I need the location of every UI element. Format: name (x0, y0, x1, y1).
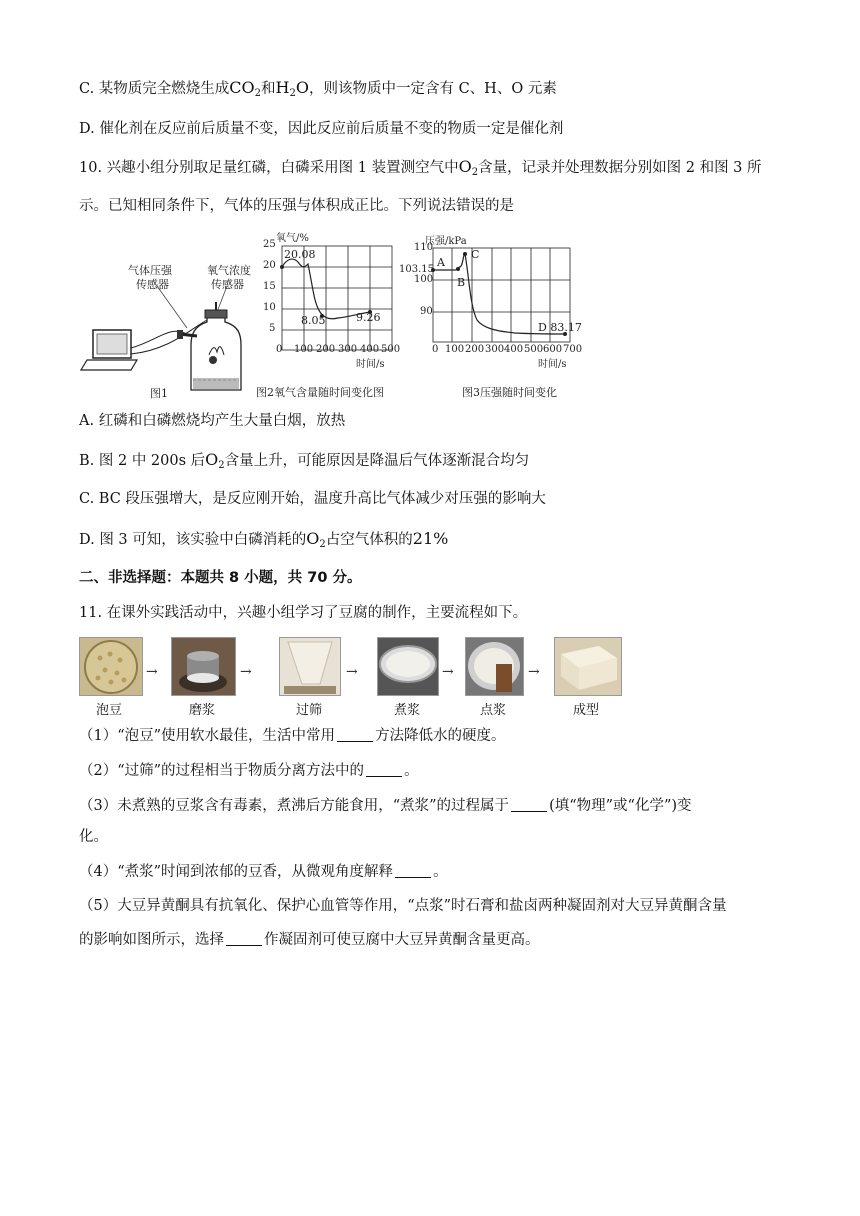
fig2-ytick-5: 5 (269, 323, 276, 334)
filter-photo (279, 637, 341, 696)
fig3-xtick-100: 100 (445, 344, 465, 355)
fig3-ytick-90: 90 (420, 306, 433, 317)
step-label-coagulate: 点浆 (479, 703, 506, 718)
fig3-xtick-200: 200 (465, 344, 485, 355)
fig2-ytick-25: 25 (263, 239, 276, 250)
answer-blank-4[interactable] (395, 863, 431, 878)
fig2-xtick-400: 400 (360, 344, 380, 355)
fig2-xlabel: 时间/s (356, 359, 385, 370)
step-label-soak: 泡豆 (95, 703, 122, 718)
fig1-caption: 图1 (150, 387, 168, 400)
fig3-xlabel: 时间/s (538, 359, 567, 370)
fig2-ylabel: 氧气/% (276, 233, 309, 244)
fig2-xtick-200: 200 (316, 344, 336, 355)
q11-stem: 11. 在课外实践活动中，兴趣小组学习了豆腐的制作，主要流程如下。 (79, 605, 528, 621)
q10-stem-line1: 10. 兴趣小组分别取足量红磷，白磷采用图 1 装置测空气中$O_2$含量，记录并处理数据分别如图 2 和图 3 所 (79, 157, 762, 178)
fig3-caption: 图3压强随时间变化 (462, 386, 557, 399)
q10-stem-line2: 示。已知相同条件下，气体的压强与体积成正比。下列说法错误的是 (79, 198, 514, 214)
fig3-ytick-103-15: 103.15 (399, 264, 434, 275)
fig3-xtick-500: 500 (524, 344, 544, 355)
answer-blank-5[interactable] (226, 931, 262, 946)
fig2-xtick-300: 300 (338, 344, 358, 355)
fig1-label-pressure-2: 传感器 (136, 278, 169, 291)
fig1-label-oxygen-1: 氧气浓度 (207, 264, 251, 277)
q11-part-5-line1: （5）大豆异黄酮具有抗氧化、保护心血管等作用，“点浆”时石膏和盐卤两种凝固剂对大豆异黄酮含量 (79, 898, 727, 914)
fig2-ytick-20: 20 (263, 260, 276, 271)
fig2-xtick-0: 0 (276, 344, 283, 355)
answer-blank-1[interactable] (337, 727, 373, 742)
q11-part-2: （2）“过筛”的过程相当于物质分离方法中的 。 (79, 763, 419, 779)
fig2-label-20-08: 20.08 (284, 248, 316, 261)
fig3-ytick-110: 110 (414, 242, 434, 253)
fig3-point-d: D 83.17 (538, 321, 582, 334)
answer-blank-3[interactable] (511, 797, 547, 812)
q9-option-c: C. 某物质完全燃烧生成$CO_2$和$H_2O$，则该物质中一定含有 C、H、O 元素 (79, 78, 557, 99)
q11-part-4: （4）“煮浆”时闻到浓郁的豆香，从微观角度解释 。 (79, 864, 448, 880)
fig3-point-a: A (437, 256, 445, 269)
arrow-icon: → (442, 664, 454, 680)
step-label-filter: 过筛 (295, 703, 322, 718)
q11-part-5-line2: 的影响如图所示，选择 作凝固剂可使豆腐中大豆异黄酮含量更高。 (79, 932, 540, 948)
fig1-label-pressure-1: 气体压强 (128, 264, 172, 277)
fig3-ytick-100: 100 (414, 274, 434, 285)
fig2-ytick-10: 10 (263, 302, 276, 313)
q10-option-c: C. BC 段压强增大，是反应刚开始，温度升高比气体减少对压强的影响大 (79, 491, 546, 507)
fig2-xtick-500: 500 (381, 344, 401, 355)
fig3-point-c: C (471, 248, 480, 261)
fig2-label-9-26: 9.26 (356, 311, 381, 324)
fig2-caption: 图2氧气含量随时间变化图 (256, 386, 384, 399)
q11-part-1: （1）“泡豆”使用软水最佳，生活中常用 方法降低水的硬度。 (79, 728, 506, 744)
fig3-point-b: B (457, 276, 466, 289)
soak-beans-photo (79, 637, 143, 696)
fig3-xtick-0: 0 (432, 344, 439, 355)
boil-pulp-photo (377, 637, 439, 696)
arrow-icon: → (528, 664, 540, 680)
fig2-label-8-05: 8.05 (301, 314, 326, 327)
arrow-icon: → (346, 664, 358, 680)
fig1-label-oxygen-2: 传感器 (211, 278, 244, 291)
shape-tofu-photo (554, 637, 622, 696)
q10-option-d: D. 图 3 可知，该实验中白磷消耗的$O_2$占空气体积的21% (79, 529, 449, 550)
q11-part-3: （3）未煮熟的豆浆含有毒素，煮沸后方能食用，“煮浆”的过程属于 (填“物理”或“化学”)变 (79, 798, 692, 814)
fig3-xtick-300: 300 (485, 344, 505, 355)
fig2-xtick-100: 100 (294, 344, 314, 355)
grind-pulp-photo (171, 637, 236, 696)
q10-option-b: B. 图 2 中 200s 后$O_2$含量上升，可能原因是降温后气体逐渐混合均匀 (79, 450, 530, 471)
section-2-heading: 二、非选择题：本题共 8 小题，共 70 分。 (79, 570, 362, 586)
arrow-icon: → (240, 664, 252, 680)
step-label-shape: 成型 (572, 703, 599, 718)
fig3-xtick-400: 400 (504, 344, 524, 355)
q9-option-d: D. 催化剂在反应前后质量不变，因此反应前后质量不变的物质一定是催化剂 (79, 121, 564, 137)
fig3-ylabel: 压强/kPa (425, 236, 467, 247)
q11-part-3-cont: 化。 (79, 829, 108, 845)
step-label-boil: 煮浆 (393, 703, 420, 718)
fig1-apparatus (79, 230, 249, 400)
fig2-ytick-15: 15 (263, 281, 276, 292)
step-label-grind: 磨浆 (188, 703, 215, 718)
fig3-xtick-700: 700 (563, 344, 583, 355)
fig3-xtick-600: 600 (543, 344, 563, 355)
add-coagulant-photo (465, 637, 524, 696)
q10-option-a: A. 红磷和白磷燃烧均产生大量白烟，放热 (79, 413, 346, 429)
arrow-icon: → (146, 664, 158, 680)
answer-blank-2[interactable] (366, 762, 402, 777)
